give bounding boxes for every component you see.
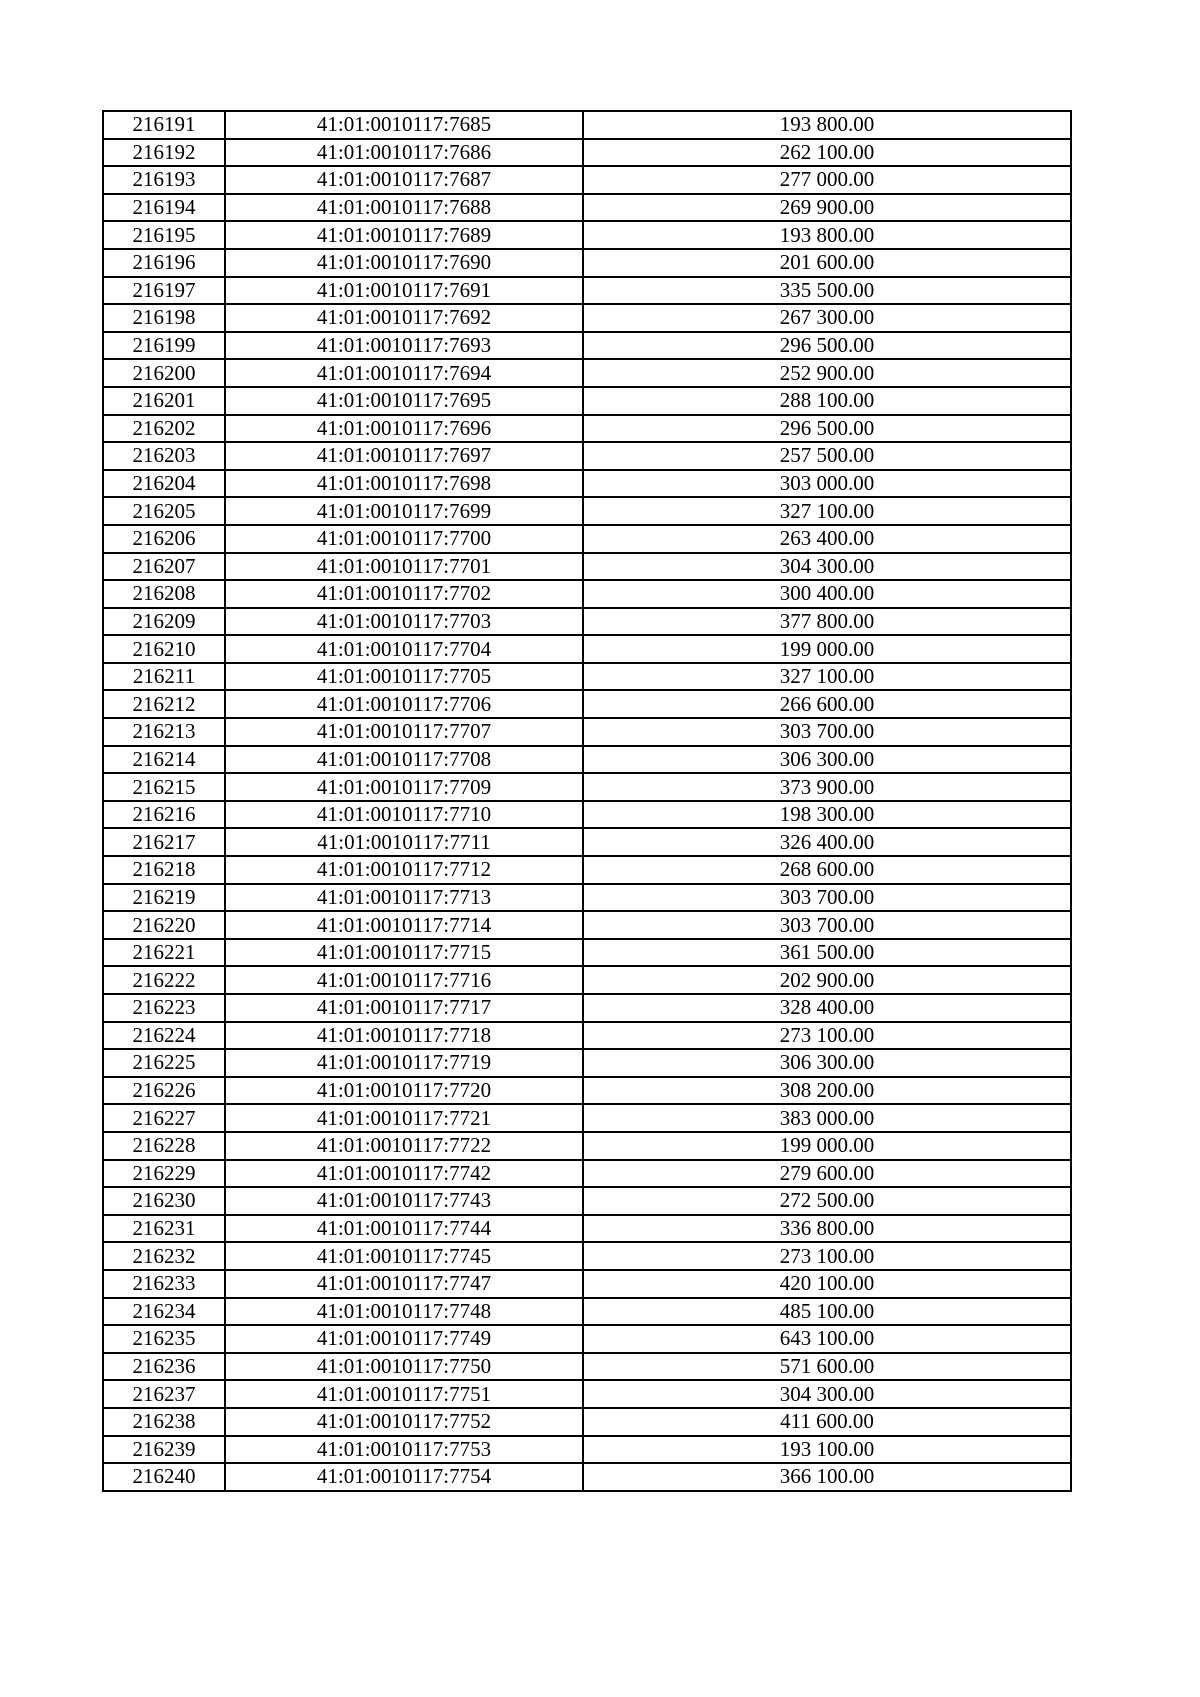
row-number-cell: 216201	[103, 387, 225, 415]
row-number-cell: 216202	[103, 415, 225, 443]
cadastral-value-cell: 199 000.00	[583, 635, 1071, 663]
cadastral-value-cell: 571 600.00	[583, 1353, 1071, 1381]
cadastral-number-cell: 41:01:0010117:7687	[225, 166, 583, 194]
row-number-cell: 216205	[103, 497, 225, 525]
cadastral-number-cell: 41:01:0010117:7714	[225, 911, 583, 939]
row-number-cell: 216224	[103, 1022, 225, 1050]
row-number-cell: 216226	[103, 1077, 225, 1105]
cadastral-number-cell: 41:01:0010117:7693	[225, 332, 583, 360]
cadastral-value-cell: 201 600.00	[583, 249, 1071, 277]
cadastral-number-cell: 41:01:0010117:7748	[225, 1298, 583, 1326]
cadastral-number-cell: 41:01:0010117:7754	[225, 1463, 583, 1491]
table-row	[103, 1436, 1071, 1464]
cadastral-number-cell: 41:01:0010117:7720	[225, 1077, 583, 1105]
cadastral-value-cell: 304 300.00	[583, 553, 1071, 581]
cadastral-value-cell: 306 300.00	[583, 746, 1071, 774]
cadastral-value-cell: 303 000.00	[583, 470, 1071, 498]
cadastral-number-cell: 41:01:0010117:7753	[225, 1436, 583, 1464]
table-row	[103, 139, 1071, 167]
cadastral-value-cell: 373 900.00	[583, 773, 1071, 801]
table-row	[103, 663, 1071, 691]
row-number-cell: 216227	[103, 1104, 225, 1132]
cadastral-value-cell: 335 500.00	[583, 277, 1071, 305]
cadastral-value-cell: 420 100.00	[583, 1270, 1071, 1298]
table-row	[103, 1187, 1071, 1215]
table-row	[103, 1242, 1071, 1270]
cadastral-value-cell: 306 300.00	[583, 1049, 1071, 1077]
table-row	[103, 1353, 1071, 1381]
table-row	[103, 1408, 1071, 1436]
cadastral-number-cell: 41:01:0010117:7704	[225, 635, 583, 663]
row-number-cell: 216231	[103, 1215, 225, 1243]
table-row	[103, 387, 1071, 415]
row-number-cell: 216219	[103, 884, 225, 912]
row-number-cell: 216238	[103, 1408, 225, 1436]
cadastral-number-cell: 41:01:0010117:7696	[225, 415, 583, 443]
cadastral-value-table	[102, 110, 1072, 1492]
cadastral-value-cell: 279 600.00	[583, 1160, 1071, 1188]
table-body	[103, 111, 1071, 1491]
row-number-cell: 216209	[103, 608, 225, 636]
cadastral-number-cell: 41:01:0010117:7688	[225, 194, 583, 222]
cadastral-number-cell: 41:01:0010117:7752	[225, 1408, 583, 1436]
cadastral-number-cell: 41:01:0010117:7708	[225, 746, 583, 774]
cadastral-value-cell: 361 500.00	[583, 939, 1071, 967]
row-number-cell: 216214	[103, 746, 225, 774]
cadastral-value-cell: 485 100.00	[583, 1298, 1071, 1326]
row-number-cell: 216210	[103, 635, 225, 663]
table-row	[103, 525, 1071, 553]
table-row	[103, 773, 1071, 801]
row-number-cell: 216233	[103, 1270, 225, 1298]
cadastral-number-cell: 41:01:0010117:7706	[225, 690, 583, 718]
row-number-cell: 216215	[103, 773, 225, 801]
row-number-cell: 216229	[103, 1160, 225, 1188]
cadastral-value-cell: 308 200.00	[583, 1077, 1071, 1105]
cadastral-value-cell: 277 000.00	[583, 166, 1071, 194]
cadastral-number-cell: 41:01:0010117:7691	[225, 277, 583, 305]
cadastral-value-cell: 193 100.00	[583, 1436, 1071, 1464]
cadastral-number-cell: 41:01:0010117:7713	[225, 884, 583, 912]
table-row	[103, 1049, 1071, 1077]
row-number-cell: 216192	[103, 139, 225, 167]
row-number-cell: 216195	[103, 221, 225, 249]
cadastral-value-cell: 267 300.00	[583, 304, 1071, 332]
row-number-cell: 216199	[103, 332, 225, 360]
cadastral-number-cell: 41:01:0010117:7703	[225, 608, 583, 636]
row-number-cell: 216198	[103, 304, 225, 332]
row-number-cell: 216196	[103, 249, 225, 277]
table-row	[103, 1160, 1071, 1188]
table-row	[103, 194, 1071, 222]
cadastral-value-cell: 273 100.00	[583, 1242, 1071, 1270]
cadastral-number-cell: 41:01:0010117:7719	[225, 1049, 583, 1077]
cadastral-value-cell: 199 000.00	[583, 1132, 1071, 1160]
row-number-cell: 216216	[103, 801, 225, 829]
cadastral-number-cell: 41:01:0010117:7689	[225, 221, 583, 249]
row-number-cell: 216232	[103, 1242, 225, 1270]
cadastral-value-cell: 193 800.00	[583, 221, 1071, 249]
row-number-cell: 216203	[103, 442, 225, 470]
table-row	[103, 249, 1071, 277]
cadastral-value-cell: 272 500.00	[583, 1187, 1071, 1215]
table-row	[103, 1380, 1071, 1408]
table-row	[103, 635, 1071, 663]
row-number-cell: 216194	[103, 194, 225, 222]
row-number-cell: 216225	[103, 1049, 225, 1077]
table-row	[103, 1325, 1071, 1353]
row-number-cell: 216197	[103, 277, 225, 305]
cadastral-value-cell: 296 500.00	[583, 415, 1071, 443]
cadastral-value-cell: 327 100.00	[583, 663, 1071, 691]
table-row	[103, 1104, 1071, 1132]
cadastral-number-cell: 41:01:0010117:7699	[225, 497, 583, 525]
table-row	[103, 994, 1071, 1022]
cadastral-value-cell: 300 400.00	[583, 580, 1071, 608]
cadastral-number-cell: 41:01:0010117:7721	[225, 1104, 583, 1132]
cadastral-value-cell: 304 300.00	[583, 1380, 1071, 1408]
cadastral-number-cell: 41:01:0010117:7743	[225, 1187, 583, 1215]
table-row	[103, 442, 1071, 470]
cadastral-number-cell: 41:01:0010117:7700	[225, 525, 583, 553]
row-number-cell: 216240	[103, 1463, 225, 1491]
table-row	[103, 1215, 1071, 1243]
cadastral-value-cell: 268 600.00	[583, 856, 1071, 884]
cadastral-number-cell: 41:01:0010117:7711	[225, 828, 583, 856]
cadastral-number-cell: 41:01:0010117:7716	[225, 966, 583, 994]
cadastral-number-cell: 41:01:0010117:7709	[225, 773, 583, 801]
cadastral-value-cell: 252 900.00	[583, 359, 1071, 387]
cadastral-number-cell: 41:01:0010117:7710	[225, 801, 583, 829]
row-number-cell: 216206	[103, 525, 225, 553]
table-row	[103, 1132, 1071, 1160]
row-number-cell: 216212	[103, 690, 225, 718]
row-number-cell: 216237	[103, 1380, 225, 1408]
cadastral-number-cell: 41:01:0010117:7694	[225, 359, 583, 387]
row-number-cell: 216235	[103, 1325, 225, 1353]
cadastral-value-cell: 263 400.00	[583, 525, 1071, 553]
table-row	[103, 828, 1071, 856]
row-number-cell: 216200	[103, 359, 225, 387]
table-row	[103, 277, 1071, 305]
row-number-cell: 216221	[103, 939, 225, 967]
cadastral-value-cell: 257 500.00	[583, 442, 1071, 470]
cadastral-number-cell: 41:01:0010117:7701	[225, 553, 583, 581]
table-row	[103, 497, 1071, 525]
cadastral-value-cell: 383 000.00	[583, 1104, 1071, 1132]
cadastral-number-cell: 41:01:0010117:7745	[225, 1242, 583, 1270]
row-number-cell: 216222	[103, 966, 225, 994]
row-number-cell: 216228	[103, 1132, 225, 1160]
cadastral-number-cell: 41:01:0010117:7742	[225, 1160, 583, 1188]
cadastral-number-cell: 41:01:0010117:7717	[225, 994, 583, 1022]
row-number-cell: 216208	[103, 580, 225, 608]
table-row	[103, 1270, 1071, 1298]
table-row	[103, 221, 1071, 249]
row-number-cell: 216234	[103, 1298, 225, 1326]
cadastral-number-cell: 41:01:0010117:7707	[225, 718, 583, 746]
row-number-cell: 216204	[103, 470, 225, 498]
cadastral-number-cell: 41:01:0010117:7750	[225, 1353, 583, 1381]
table-row	[103, 856, 1071, 884]
cadastral-number-cell: 41:01:0010117:7690	[225, 249, 583, 277]
cadastral-value-cell: 266 600.00	[583, 690, 1071, 718]
cadastral-number-cell: 41:01:0010117:7715	[225, 939, 583, 967]
cadastral-number-cell: 41:01:0010117:7697	[225, 442, 583, 470]
table-row	[103, 608, 1071, 636]
table-row	[103, 111, 1071, 139]
cadastral-value-cell: 326 400.00	[583, 828, 1071, 856]
row-number-cell: 216230	[103, 1187, 225, 1215]
cadastral-number-cell: 41:01:0010117:7751	[225, 1380, 583, 1408]
cadastral-value-cell: 296 500.00	[583, 332, 1071, 360]
table-row	[103, 690, 1071, 718]
cadastral-number-cell: 41:01:0010117:7718	[225, 1022, 583, 1050]
table-row	[103, 553, 1071, 581]
cadastral-number-cell: 41:01:0010117:7692	[225, 304, 583, 332]
table-row	[103, 746, 1071, 774]
table-row	[103, 415, 1071, 443]
table-row	[103, 580, 1071, 608]
cadastral-value-cell: 366 100.00	[583, 1463, 1071, 1491]
cadastral-value-cell: 262 100.00	[583, 139, 1071, 167]
row-number-cell: 216193	[103, 166, 225, 194]
cadastral-number-cell: 41:01:0010117:7702	[225, 580, 583, 608]
cadastral-value-cell: 328 400.00	[583, 994, 1071, 1022]
row-number-cell: 216236	[103, 1353, 225, 1381]
table-row	[103, 359, 1071, 387]
table-row	[103, 470, 1071, 498]
cadastral-number-cell: 41:01:0010117:7744	[225, 1215, 583, 1243]
cadastral-value-cell: 269 900.00	[583, 194, 1071, 222]
table-row	[103, 911, 1071, 939]
row-number-cell: 216239	[103, 1436, 225, 1464]
table-row	[103, 1077, 1071, 1105]
cadastral-number-cell: 41:01:0010117:7686	[225, 139, 583, 167]
table-row	[103, 332, 1071, 360]
cadastral-value-cell: 377 800.00	[583, 608, 1071, 636]
table-row	[103, 166, 1071, 194]
cadastral-number-cell: 41:01:0010117:7747	[225, 1270, 583, 1298]
cadastral-number-cell: 41:01:0010117:7749	[225, 1325, 583, 1353]
row-number-cell: 216207	[103, 553, 225, 581]
table-row	[103, 939, 1071, 967]
table-row	[103, 966, 1071, 994]
row-number-cell: 216218	[103, 856, 225, 884]
row-number-cell: 216213	[103, 718, 225, 746]
cadastral-value-cell: 303 700.00	[583, 884, 1071, 912]
cadastral-number-cell: 41:01:0010117:7712	[225, 856, 583, 884]
cadastral-value-cell: 303 700.00	[583, 911, 1071, 939]
cadastral-number-cell: 41:01:0010117:7685	[225, 111, 583, 139]
cadastral-value-cell: 327 100.00	[583, 497, 1071, 525]
table-row	[103, 801, 1071, 829]
row-number-cell: 216191	[103, 111, 225, 139]
cadastral-number-cell: 41:01:0010117:7722	[225, 1132, 583, 1160]
cadastral-value-cell: 273 100.00	[583, 1022, 1071, 1050]
table-row	[103, 1022, 1071, 1050]
row-number-cell: 216217	[103, 828, 225, 856]
table-row	[103, 304, 1071, 332]
cadastral-number-cell: 41:01:0010117:7705	[225, 663, 583, 691]
cadastral-number-cell: 41:01:0010117:7695	[225, 387, 583, 415]
table-row	[103, 718, 1071, 746]
cadastral-value-cell: 202 900.00	[583, 966, 1071, 994]
cadastral-value-cell: 193 800.00	[583, 111, 1071, 139]
cadastral-value-cell: 643 100.00	[583, 1325, 1071, 1353]
cadastral-value-cell: 336 800.00	[583, 1215, 1071, 1243]
row-number-cell: 216211	[103, 663, 225, 691]
cadastral-value-cell: 303 700.00	[583, 718, 1071, 746]
row-number-cell: 216223	[103, 994, 225, 1022]
cadastral-value-cell: 198 300.00	[583, 801, 1071, 829]
table-row	[103, 1463, 1071, 1491]
row-number-cell: 216220	[103, 911, 225, 939]
cadastral-value-cell: 288 100.00	[583, 387, 1071, 415]
table-row	[103, 1298, 1071, 1326]
cadastral-number-cell: 41:01:0010117:7698	[225, 470, 583, 498]
table-row	[103, 884, 1071, 912]
cadastral-value-cell: 411 600.00	[583, 1408, 1071, 1436]
